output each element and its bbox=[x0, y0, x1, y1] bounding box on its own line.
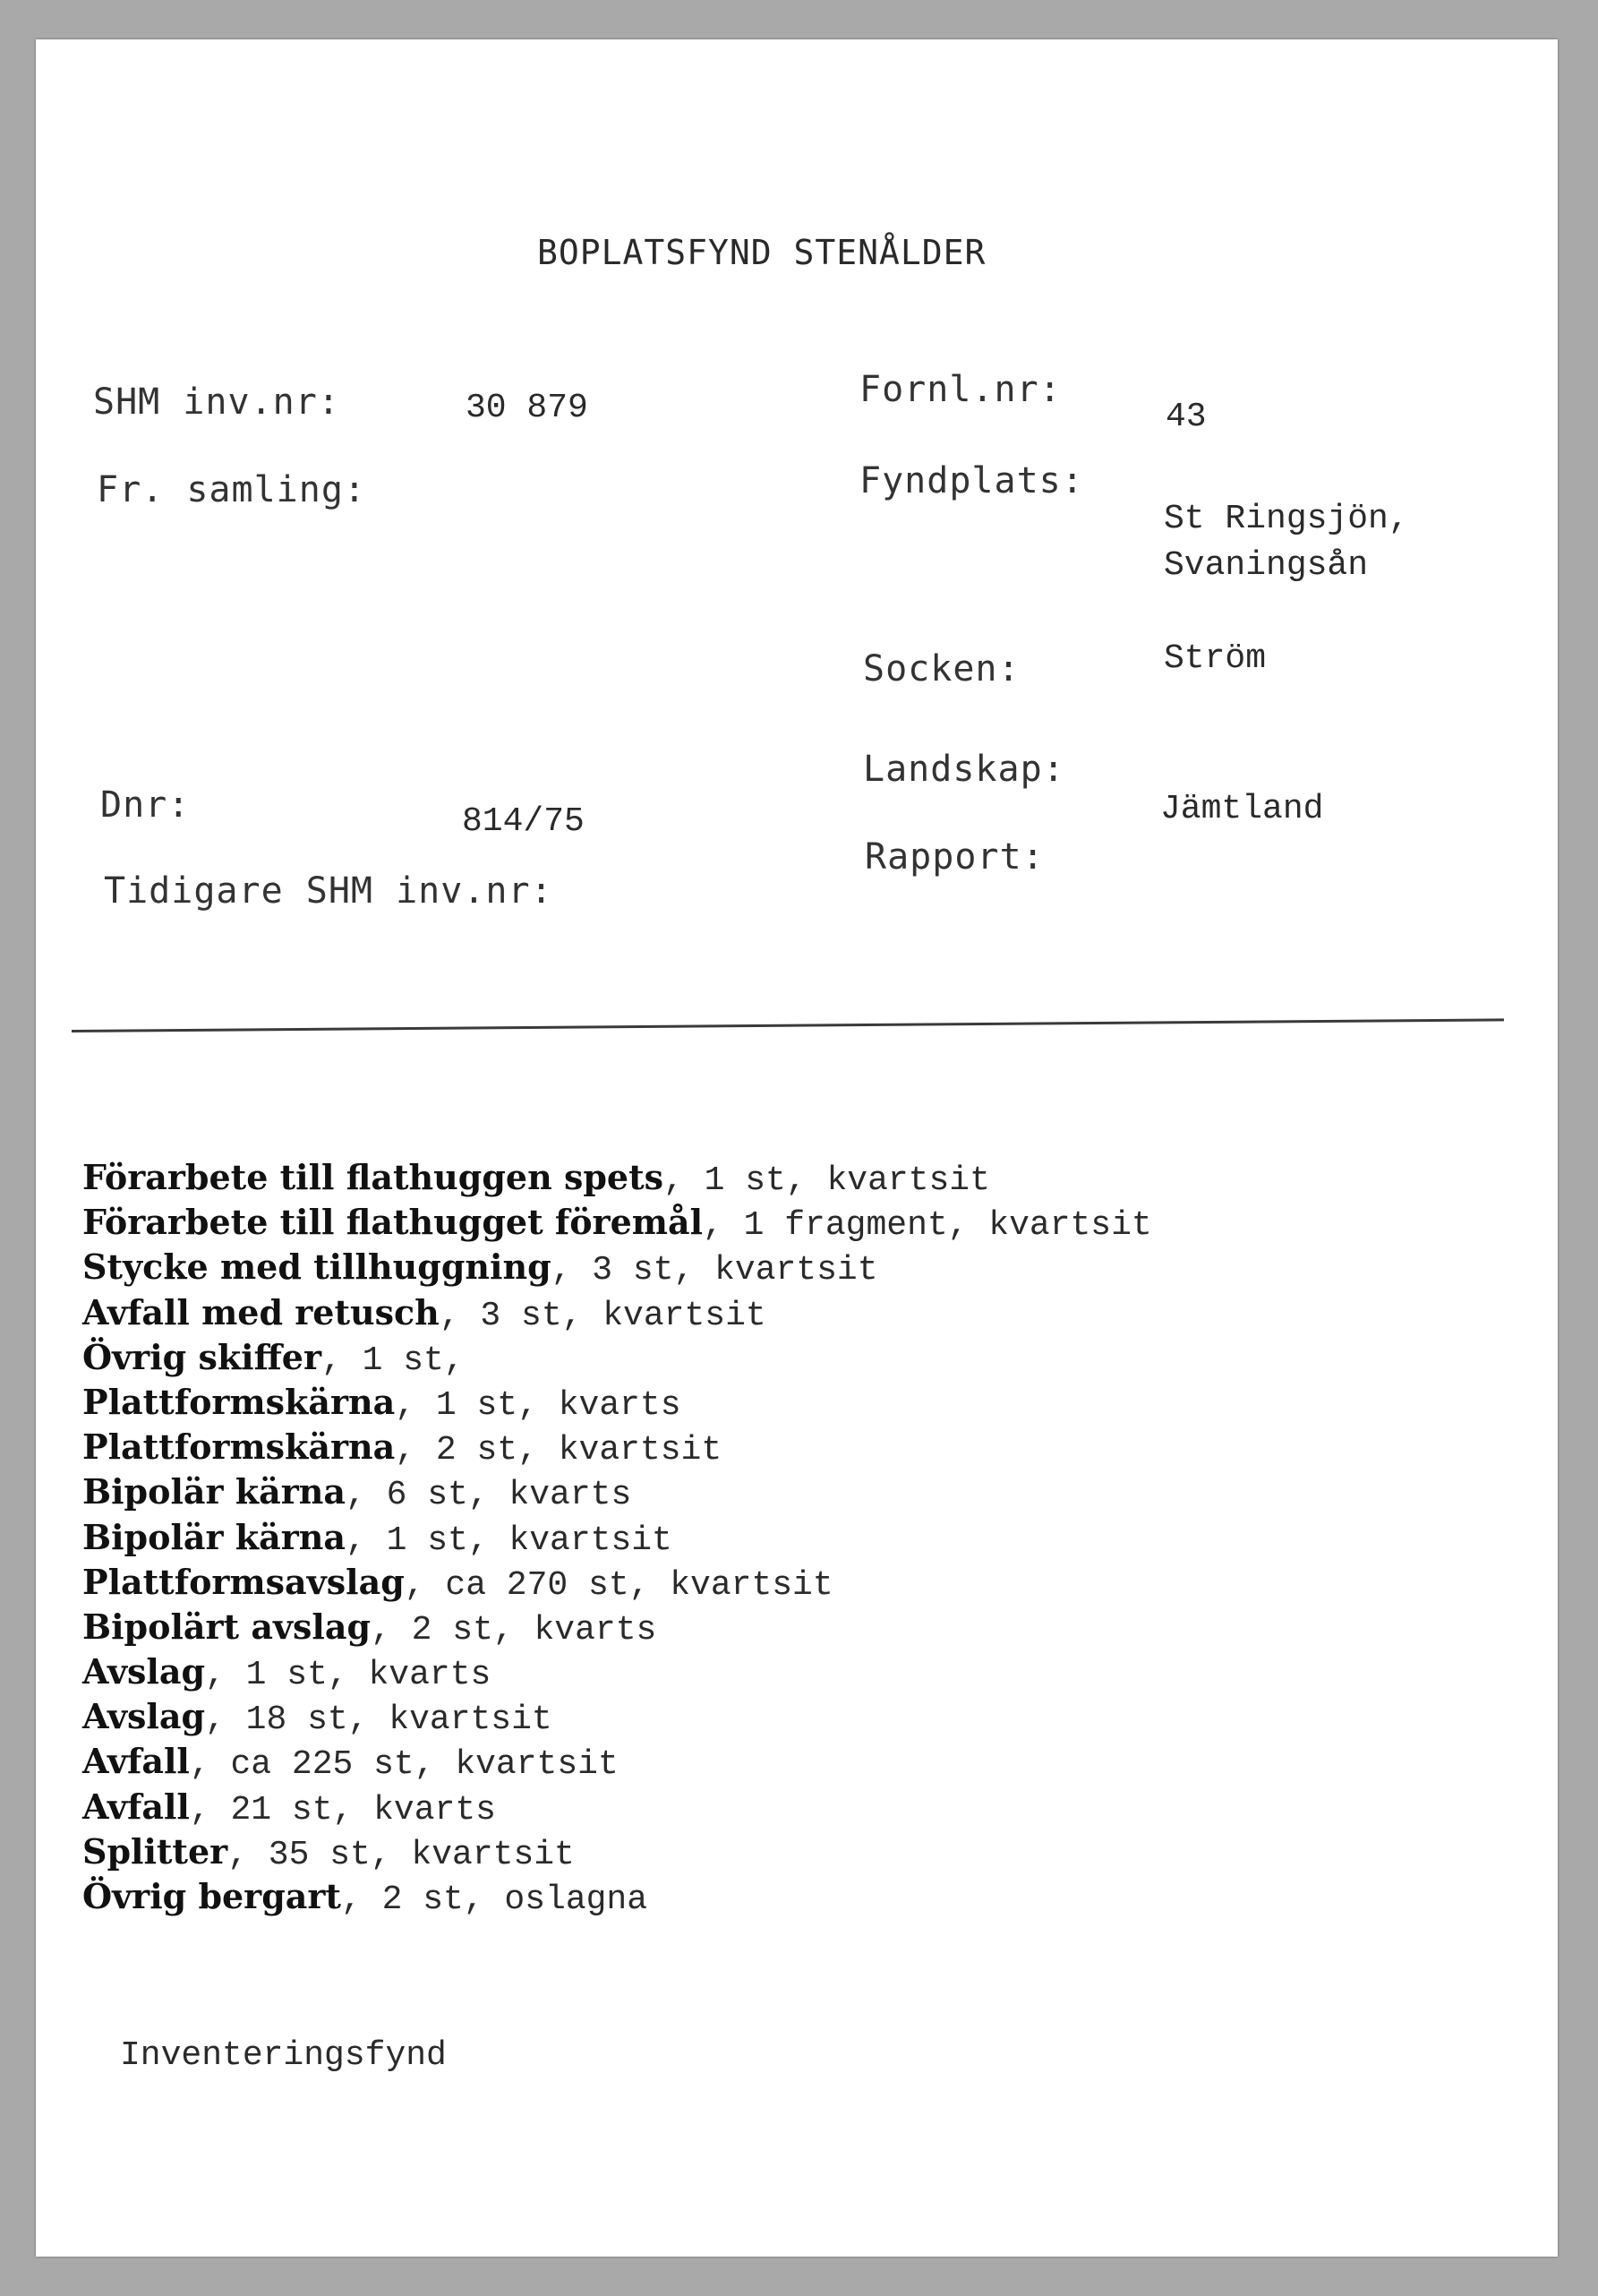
list-item bbox=[82, 1335, 1152, 1380]
item-details: , 1 st, kvartsit bbox=[663, 1161, 990, 1200]
dnr-label: Dnr: bbox=[100, 784, 191, 826]
catalog-card bbox=[36, 39, 1558, 2257]
item-name: Plattformskärna bbox=[82, 1426, 396, 1468]
landskap-value: Jämtland bbox=[1160, 790, 1324, 828]
list-item bbox=[82, 1874, 1152, 1919]
list-item bbox=[82, 1605, 1152, 1649]
item-details: , 1 st, kvartsit bbox=[346, 1521, 672, 1560]
list-item bbox=[82, 1694, 1152, 1739]
item-name: Förarbete till flathugget föremål bbox=[82, 1202, 704, 1243]
item-details: , 3 st, kvartsit bbox=[551, 1251, 878, 1290]
item-details: , 1 st, bbox=[320, 1341, 465, 1380]
item-details: , 1 st, kvarts bbox=[205, 1656, 491, 1695]
item-details: , 1 st, kvarts bbox=[395, 1385, 681, 1425]
list-item bbox=[82, 1829, 1152, 1874]
list-item bbox=[82, 1425, 1152, 1469]
item-name: Avfall bbox=[82, 1741, 190, 1782]
fyndplats-value-line1: St Ringsjön, bbox=[1164, 500, 1409, 538]
fornl-label: Fornl.nr: bbox=[859, 369, 1062, 410]
item-details: , 18 st, kvartsit bbox=[205, 1701, 552, 1740]
item-details: , ca 225 st, kvartsit bbox=[189, 1745, 619, 1785]
fyndplats-label: Fyndplats: bbox=[859, 460, 1084, 501]
item-name: Förarbete till flathuggen spets bbox=[82, 1157, 664, 1197]
landskap-label: Landskap: bbox=[863, 749, 1065, 790]
list-item bbox=[82, 1649, 1152, 1694]
item-details: , 35 st, kvartsit bbox=[227, 1835, 575, 1874]
item-name: Avslag bbox=[82, 1696, 206, 1737]
footer-note: Inventeringsfynd bbox=[120, 2036, 447, 2075]
item-name: Plattformsavslag bbox=[82, 1561, 405, 1602]
item-details: , ca 270 st, kvartsit bbox=[404, 1565, 833, 1605]
list-item bbox=[82, 1515, 1152, 1560]
item-name: Övrig skiffer bbox=[82, 1336, 321, 1377]
item-name: Avfall bbox=[82, 1786, 190, 1827]
item-details: , 1 fragment, kvartsit bbox=[703, 1206, 1152, 1246]
item-details: , 21 st, kvarts bbox=[189, 1790, 496, 1829]
item-details: , 2 st, kvarts bbox=[371, 1610, 657, 1649]
item-details: , 2 st, oslagna bbox=[340, 1880, 648, 1919]
fyndplats-value-line2: Svaningsån bbox=[1164, 546, 1369, 585]
page-title: BOPLATSFYND STENÅLDER bbox=[537, 233, 987, 272]
item-name: Avslag bbox=[82, 1651, 206, 1692]
rapport-label: Rapport: bbox=[865, 836, 1045, 878]
item-name: Avfall med retusch bbox=[82, 1291, 440, 1332]
list-item bbox=[82, 1290, 1152, 1335]
item-details: , 2 st, kvartsit bbox=[395, 1431, 722, 1470]
fornl-value: 43 bbox=[1166, 398, 1207, 436]
list-item bbox=[82, 1739, 1152, 1784]
socken-label: Socken: bbox=[863, 648, 1021, 690]
shm-inv-label: SHM inv.nr: bbox=[93, 381, 340, 423]
fr-samling-label: Fr. samling: bbox=[97, 469, 366, 510]
list-item bbox=[82, 1560, 1152, 1605]
list-item bbox=[82, 1245, 1152, 1289]
item-name: Övrig bergart bbox=[82, 1876, 341, 1916]
item-name: Bipolär kärna bbox=[82, 1471, 346, 1512]
tidigare-shm-label: Tidigare SHM inv.nr: bbox=[104, 870, 553, 912]
item-name: Stycke med tillhuggning bbox=[82, 1247, 551, 1288]
dnr-value: 814/75 bbox=[462, 802, 585, 841]
list-item bbox=[82, 1785, 1152, 1829]
list-item bbox=[82, 1155, 1152, 1200]
shm-inv-value: 30 879 bbox=[466, 389, 588, 427]
socken-value: Ström bbox=[1164, 639, 1267, 678]
item-details: , 3 st, kvartsit bbox=[439, 1296, 766, 1335]
list-item bbox=[82, 1469, 1152, 1514]
item-name: Bipolär kärna bbox=[82, 1516, 346, 1557]
find-list bbox=[82, 1155, 1152, 1919]
item-name: Plattformskärna bbox=[82, 1381, 396, 1422]
list-item bbox=[82, 1200, 1152, 1245]
list-item bbox=[82, 1380, 1152, 1425]
item-name: Splitter bbox=[82, 1830, 228, 1872]
item-details: , 6 st, kvarts bbox=[346, 1476, 632, 1515]
item-name: Bipolärt avslag bbox=[82, 1606, 372, 1647]
